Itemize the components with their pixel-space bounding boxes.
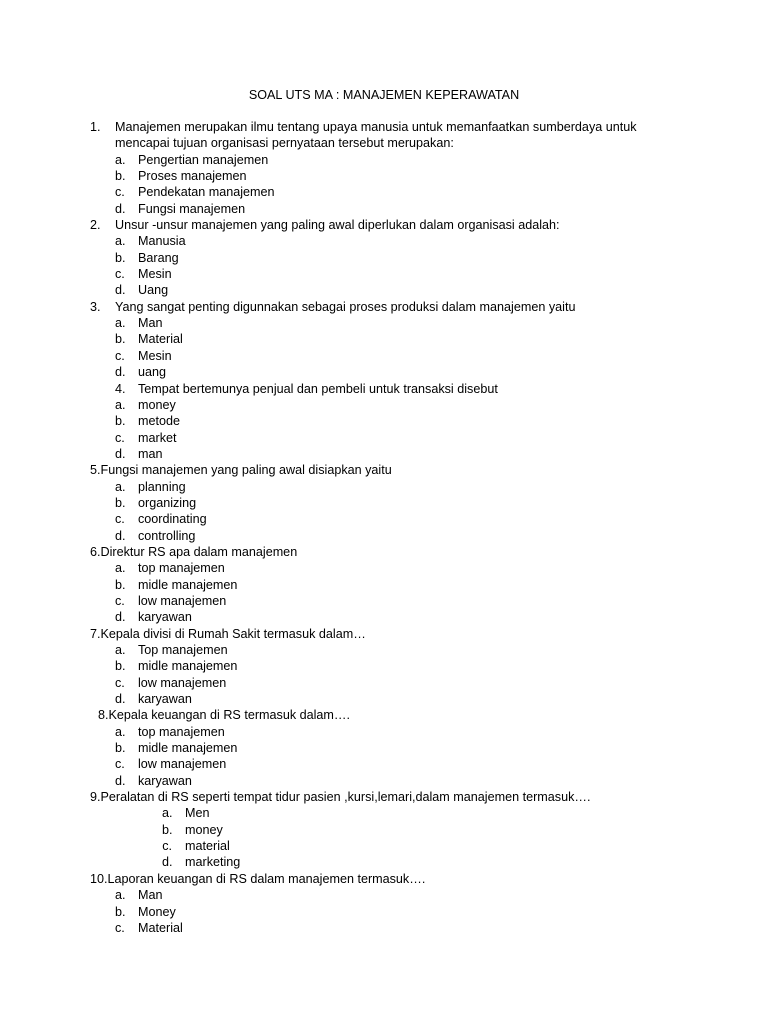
option-b [162, 822, 690, 838]
option-letter: c. [115, 348, 125, 363]
option-letter: a. [115, 888, 126, 903]
option-letter: b. [115, 495, 126, 510]
question-7-options [115, 642, 690, 707]
option-text: Mesin [138, 348, 172, 363]
option-text: Material [138, 332, 183, 347]
question-3 [90, 299, 690, 315]
option-letter: a. [115, 316, 126, 331]
option-letter: a. [115, 397, 126, 412]
option-a [162, 805, 690, 821]
option-a [115, 642, 690, 658]
option-text: material [185, 839, 230, 854]
option-text: man [138, 446, 163, 461]
question-3-options [115, 315, 690, 380]
option-letter: d. [115, 528, 126, 543]
option-letter: d. [115, 773, 126, 788]
option-c [115, 266, 690, 282]
question-text: Unsur -unsur manajemen yang paling awal diperlukan dalam organisasi adalah: [115, 218, 560, 233]
question-10-options [115, 887, 690, 936]
option-letter: b. [115, 577, 126, 592]
option-text: Man [138, 888, 163, 903]
option-b [115, 658, 690, 674]
option-text: Money [138, 904, 176, 919]
option-letter: b. [115, 169, 126, 184]
option-a [115, 315, 690, 331]
option-b [115, 331, 690, 347]
option-c [115, 348, 690, 364]
option-text: money [185, 822, 223, 837]
option-letter: d. [115, 692, 126, 707]
option-text: karyawan [138, 692, 192, 707]
option-c [115, 511, 690, 527]
question-text: Tempat bertemunya penjual dan pembeli untuk transaksi disebut [138, 381, 498, 396]
option-text: Man [138, 316, 163, 331]
option-text: marketing [185, 855, 241, 870]
option-letter: a. [115, 724, 126, 739]
option-text: top manajemen [138, 561, 225, 576]
option-letter: d. [115, 446, 126, 461]
option-a [115, 152, 690, 168]
option-text: market [138, 430, 177, 445]
option-text: Manusia [138, 234, 186, 249]
option-c [115, 756, 690, 772]
option-letter: d. [115, 365, 126, 380]
option-letter: d. [162, 855, 173, 870]
option-letter: b. [115, 659, 126, 674]
option-letter: b. [162, 822, 173, 837]
question-number: 3. [90, 299, 101, 314]
question-number: 2. [90, 218, 101, 233]
question-2 [90, 217, 690, 233]
option-letter: c. [162, 839, 172, 854]
question-4 [115, 381, 690, 397]
question-5-options [115, 479, 690, 544]
option-text: Top manajemen [138, 643, 228, 657]
option-d [115, 528, 690, 544]
option-letter: c. [115, 675, 125, 690]
option-a [115, 887, 690, 903]
option-letter: a. [115, 234, 126, 249]
document-title: SOAL UTS MA : MANAJEMEN KEPERAWATAN [248, 88, 520, 102]
option-text: top manajemen [138, 724, 225, 739]
option-b [115, 250, 690, 266]
option-text: Material [138, 920, 183, 935]
option-letter: a. [115, 152, 126, 167]
option-text: metode [138, 414, 181, 429]
question-5: 5.Fungsi manajemen yang paling awal disiapkan yaitu [90, 463, 392, 478]
option-text: midle manajemen [138, 659, 238, 674]
option-text: Barang [138, 250, 179, 265]
option-text: organizing [138, 495, 197, 510]
question-1 [90, 119, 690, 152]
option-letter: a. [162, 806, 173, 821]
option-c [115, 675, 690, 691]
option-letter: d. [115, 610, 126, 625]
option-text: Pendekatan manajemen [138, 185, 275, 200]
option-letter: c. [115, 267, 125, 282]
question-9-options [162, 805, 690, 870]
question-text: Manajemen merupakan ilmu tentang upaya manusia untuk memanfaatkan sumberdaya untuk mencapai tujuan organisasi pernyataan tersebut merupakan: [115, 120, 637, 151]
option-b [115, 577, 690, 593]
option-a [115, 560, 690, 576]
option-d [115, 691, 690, 707]
question-number: 1. [90, 120, 101, 134]
option-c [162, 838, 690, 854]
question-10: 10.Laporan keuangan di RS dalam manajemen termasuk…. [90, 871, 426, 886]
question-9: 9.Peralatan di RS seperti tempat tidur pasien ,kursi,lemari,dalam manajemen termasuk…. [90, 790, 591, 805]
option-d [115, 609, 690, 625]
option-text: midle manajemen [138, 741, 238, 756]
question-list [90, 119, 690, 936]
option-c [115, 430, 690, 446]
option-d [115, 282, 690, 298]
option-d [115, 201, 690, 217]
option-d [115, 364, 690, 380]
option-letter: d. [115, 283, 126, 298]
option-text: money [138, 397, 176, 412]
option-a [115, 724, 690, 740]
option-text: karyawan [138, 773, 192, 788]
option-letter: b. [115, 250, 126, 265]
option-text: planning [138, 479, 186, 494]
option-text: Uang [138, 283, 169, 298]
option-text: uang [138, 365, 167, 380]
option-letter: d. [115, 201, 126, 216]
question-8: 8.Kepala keuangan di RS termasuk dalam…. [98, 708, 351, 723]
option-text: Men [185, 806, 210, 821]
option-text: karyawan [138, 610, 192, 625]
option-letter: c. [115, 593, 125, 608]
option-b [115, 413, 690, 429]
option-c [115, 184, 690, 200]
option-text: low manajemen [138, 675, 227, 690]
option-letter: b. [115, 332, 126, 347]
option-text: Fungsi manajemen [138, 201, 246, 216]
option-letter: a. [115, 561, 126, 576]
option-text: coordinating [138, 512, 207, 527]
option-letter: c. [115, 920, 125, 935]
option-text: Pengertian manajemen [138, 152, 269, 167]
question-7: 7.Kepala divisi di Rumah Sakit termasuk dalam… [90, 626, 366, 641]
option-c [115, 593, 690, 609]
option-a [115, 233, 690, 249]
option-text: Proses manajemen [138, 169, 247, 184]
option-text: low manajemen [138, 757, 227, 772]
option-letter: b. [115, 741, 126, 756]
option-letter: a. [115, 643, 126, 657]
option-d [115, 773, 690, 789]
question-8-options [115, 724, 690, 789]
option-b [115, 904, 690, 920]
option-b [115, 495, 690, 511]
option-letter: b. [115, 904, 126, 919]
question-1-options [115, 152, 690, 217]
question-number: 4. [115, 381, 126, 396]
option-letter: b. [115, 414, 126, 429]
option-b [115, 740, 690, 756]
option-letter: c. [115, 757, 125, 772]
question-6: 6.Direktur RS apa dalam manajemen [90, 544, 298, 559]
option-c [115, 920, 690, 936]
option-a [115, 479, 690, 495]
option-b [115, 168, 690, 184]
option-text: midle manajemen [138, 577, 238, 592]
option-letter: a. [115, 479, 126, 494]
option-d [115, 446, 690, 462]
question-text: Yang sangat penting digunnakan sebagai proses produksi dalam manajemen yaitu [115, 299, 576, 314]
option-text: controlling [138, 528, 196, 543]
option-d [162, 854, 690, 870]
option-text: Mesin [138, 267, 172, 282]
question-6-options [115, 560, 690, 625]
option-a [115, 397, 690, 413]
question-2-options [115, 233, 690, 298]
option-text: low manajemen [138, 593, 227, 608]
question-4-block [115, 381, 690, 463]
option-letter: c. [115, 430, 125, 445]
option-letter: c. [115, 185, 125, 200]
option-letter: c. [115, 512, 125, 527]
